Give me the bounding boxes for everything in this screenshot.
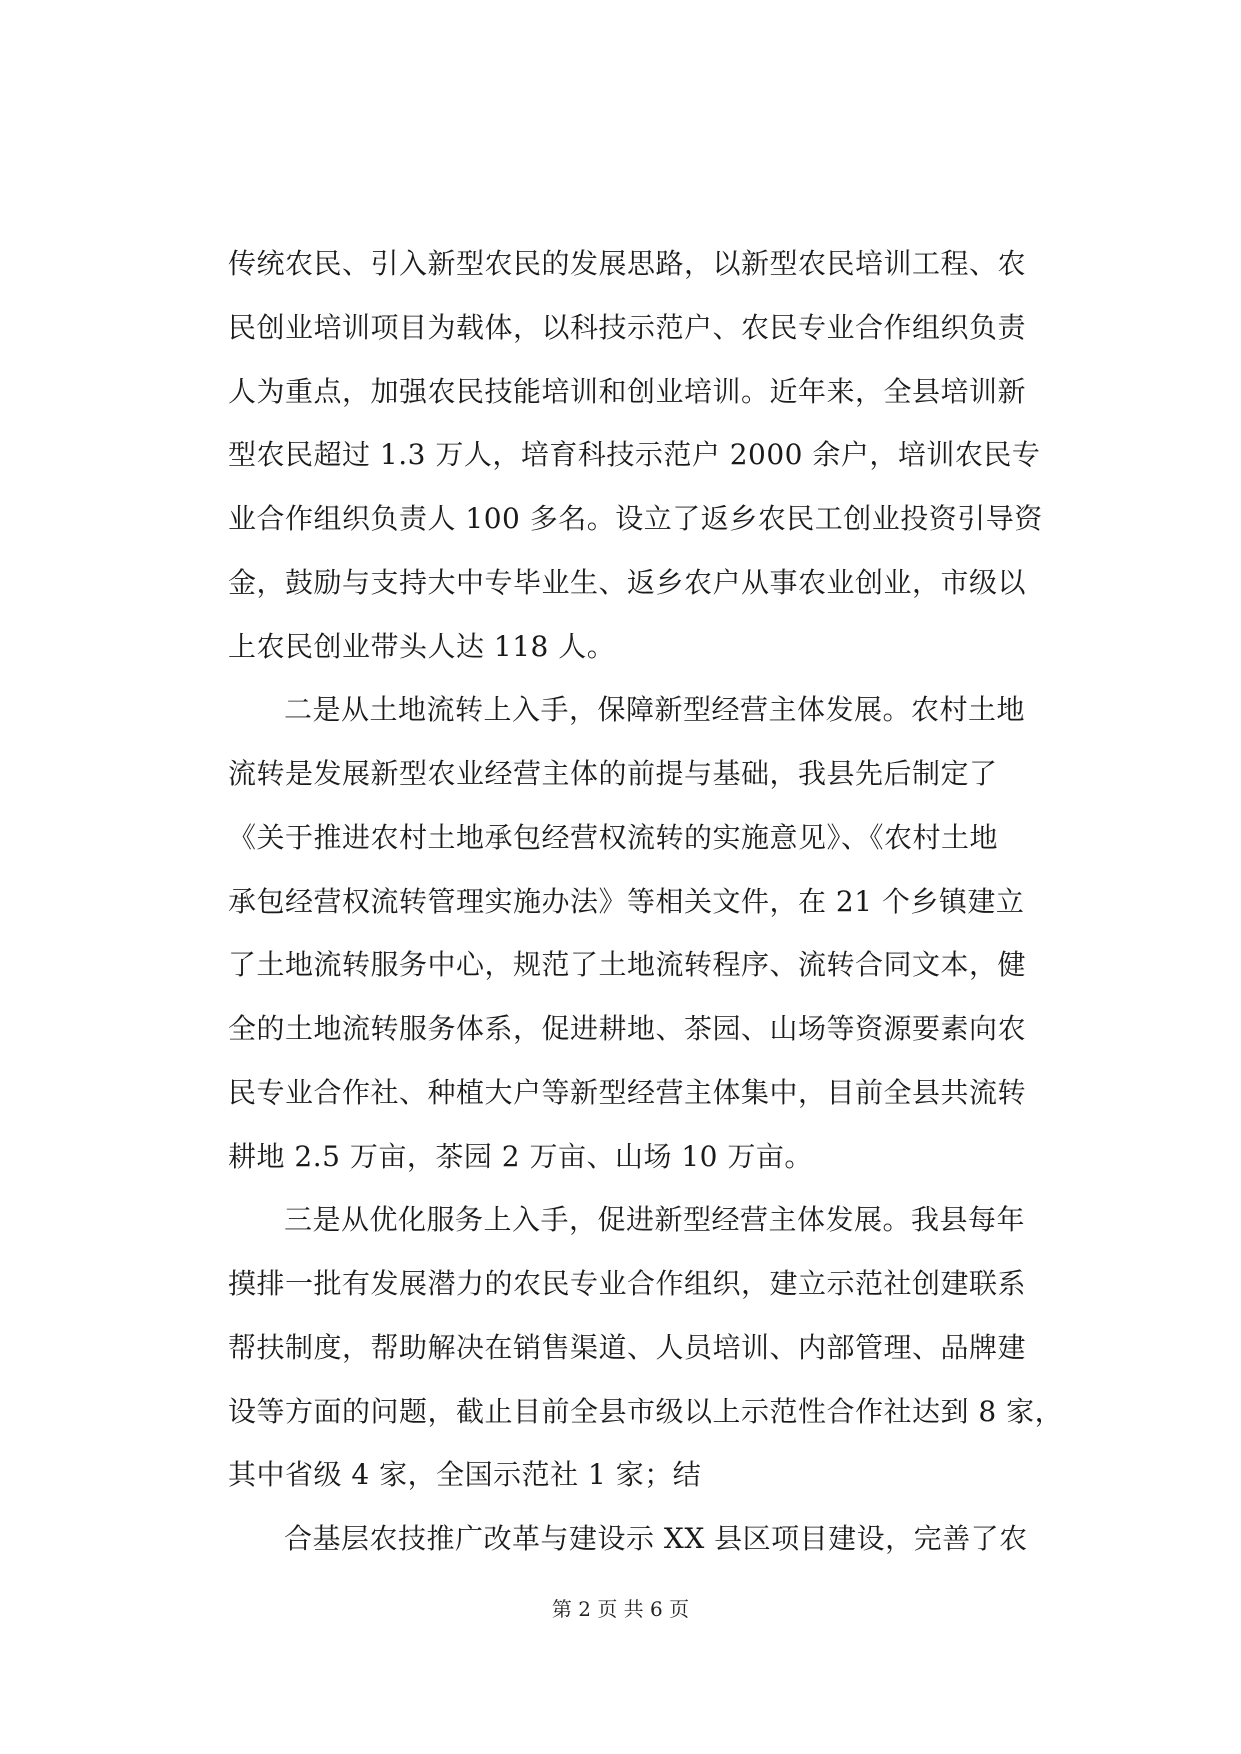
text-line-12: 了土地流转服务中心，规范了土地流转程序、流转合同文本，健 <box>228 948 1027 982</box>
text-line-20: 其中省级 4 家，全国示范社 1 家；结 <box>228 1458 702 1492</box>
paragraph-2-start: 二是从土地流转上入手，保障新型经营主体发展。农村土地 <box>284 693 1026 727</box>
text-line-7: 上农民创业带头人达 118 人。 <box>228 629 616 663</box>
text-line-1: 传统农民、引入新型农民的发展思路，以新型农民培训工程、农 <box>228 247 1027 280</box>
text-line-17: 摸排一批有发展潜力的农民专业合作组织，建立示范社创建联系 <box>228 1267 1027 1300</box>
text-line-10: 《关于推进农村土地承包经营权流转的实施意见》、《农村土地 <box>228 820 999 854</box>
text-line-14: 民专业合作社、种植大户等新型经营主体集中，目前全县共流转 <box>228 1075 1027 1109</box>
text-line-19: 设等方面的问题，截止目前全县市级以上示范性合作社达到 8 家， <box>228 1394 1064 1428</box>
text-line-18: 帮扶制度，帮助解决在销售渠道、人员培训、内部管理、品牌建 <box>228 1330 1027 1364</box>
text-line-2: 民创业培训项目为载体，以科技示范户、农民专业合作组织负责 <box>228 310 1027 344</box>
text-line-3: 人为重点，加强农民技能培训和创业培训。近年来，全县培训新 <box>228 374 1027 408</box>
text-line-5: 业合作组织负责人 100 多名。设立了返乡农民工创业投资引导资 <box>228 502 1043 535</box>
page-number-footer: 第 2 页 共 6 页 <box>551 1597 690 1621</box>
text-line-11: 承包经营权流转管理实施办法》等相关文件，在 21 个乡镇建立 <box>228 884 1025 918</box>
paragraph-3-start: 三是从优化服务上入手，促进新型经营主体发展。我县每年 <box>284 1203 1026 1237</box>
text-line-9: 流转是发展新型农业经营主体的前提与基础，我县先后制定了 <box>228 757 998 790</box>
text-line-13: 全的土地流转服务体系，促进耕地、茶园、山场等资源要素向农 <box>228 1012 1027 1045</box>
text-line-15: 耕地 2.5 万亩，茶园 2 万亩、山场 10 万亩。 <box>228 1139 813 1173</box>
document-body <box>228 232 1080 1571</box>
text-line-6: 金，鼓励与支持大中专毕业生、返乡农户从事农业创业，市级以 <box>228 565 1027 599</box>
text-line-4: 型农民超过 1.3 万人，培育科技示范户 2000 余户，培训农民专 <box>228 438 1041 472</box>
paragraph-4-start: 合基层农技推广改革与建设示 XX 县区项目建设，完善了农 <box>284 1522 1028 1555</box>
